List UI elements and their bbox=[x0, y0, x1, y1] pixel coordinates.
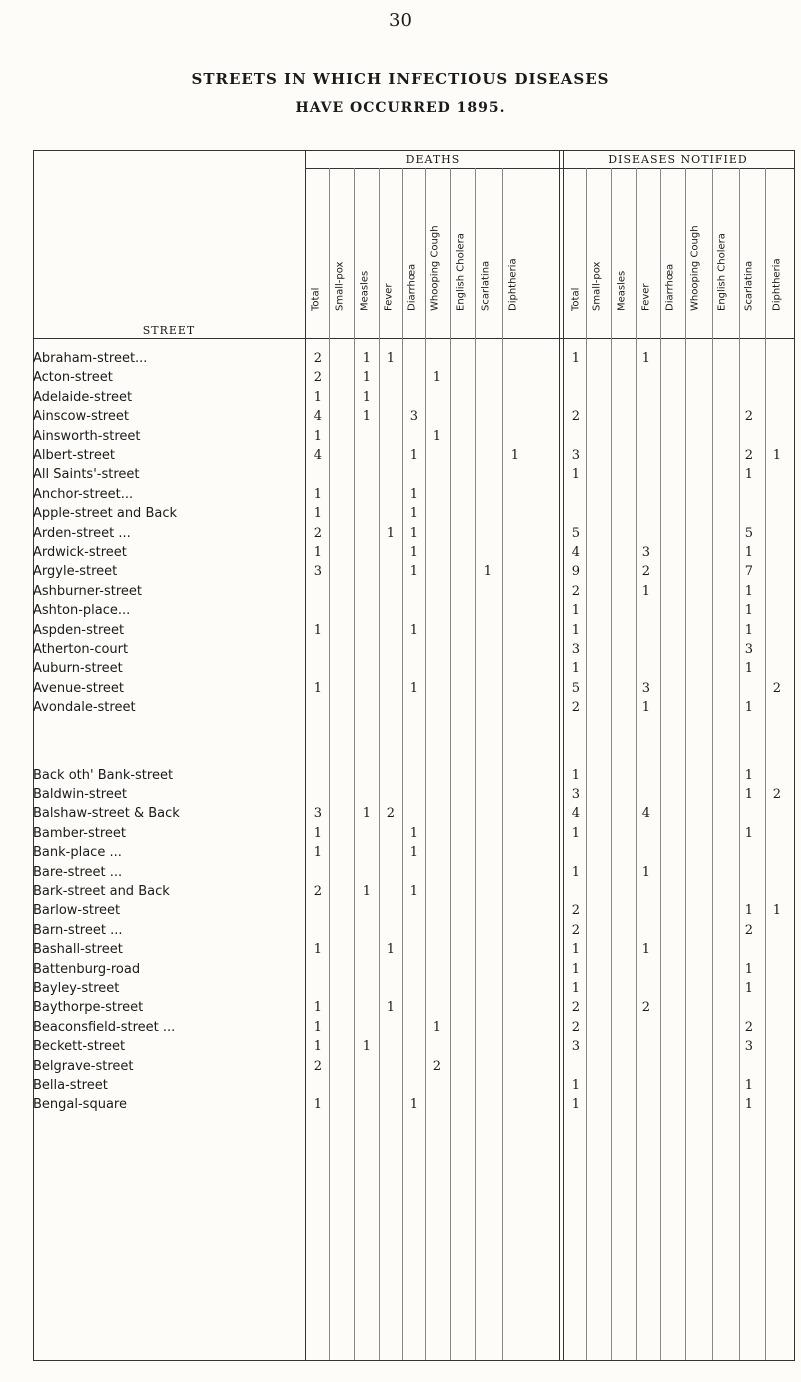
deaths-col-header-1 bbox=[332, 170, 348, 322]
table-row bbox=[33, 660, 795, 678]
table-row bbox=[33, 350, 795, 368]
deaths-cell: 1 bbox=[313, 506, 322, 522]
deaths-cell: 1 bbox=[313, 942, 322, 958]
table-row bbox=[33, 844, 795, 862]
deaths-cell: 1 bbox=[313, 389, 322, 405]
deaths-col-header-7-label: Scarlatina bbox=[480, 260, 492, 311]
deaths-cell: 1 bbox=[409, 564, 418, 580]
notified-group-header: DISEASES NOTIFIED bbox=[608, 153, 748, 166]
table-row bbox=[33, 369, 795, 387]
notified-cell: 1 bbox=[571, 1097, 580, 1113]
notified-cell: 1 bbox=[744, 1078, 753, 1093]
deaths-cell: 1 bbox=[313, 1000, 322, 1016]
notified-cell: 1 bbox=[744, 981, 753, 996]
deaths-cell: 1 bbox=[313, 680, 322, 696]
notified-cell: 1 bbox=[772, 903, 781, 919]
notified-cell: 4 bbox=[641, 806, 650, 822]
notified-cell: 1 bbox=[571, 1078, 580, 1093]
table-top-border bbox=[33, 150, 795, 151]
deaths-col-header-3 bbox=[381, 170, 397, 322]
deaths-col-header-0 bbox=[308, 170, 324, 322]
street-name: Ashburner-street bbox=[33, 583, 142, 599]
table-row bbox=[33, 825, 795, 843]
deaths-cell: 1 bbox=[510, 448, 519, 463]
deaths-cell: 1 bbox=[432, 428, 441, 444]
street-name: Bark-street and Back bbox=[33, 884, 170, 899]
notified-cell: 1 bbox=[571, 622, 580, 638]
deaths-cell: 1 bbox=[409, 448, 418, 463]
notified-cell: 4 bbox=[571, 806, 580, 822]
notified-cell: 5 bbox=[571, 525, 580, 541]
notified-col-header-4-label: Diarrhœa bbox=[664, 263, 676, 311]
deaths-col-header-4 bbox=[404, 170, 420, 322]
notified-cell: 1 bbox=[744, 545, 753, 560]
street-name: Bamber-street bbox=[33, 825, 127, 841]
column-rule-1 bbox=[354, 168, 355, 1360]
table-row bbox=[33, 680, 795, 698]
notified-cell: 5 bbox=[571, 680, 580, 696]
deaths-cell: 2 bbox=[313, 370, 322, 386]
deaths-col-header-6 bbox=[453, 170, 469, 322]
column-rule-2 bbox=[379, 168, 380, 1360]
street-name: All Saints'-street bbox=[33, 467, 140, 483]
street-divider bbox=[305, 150, 306, 1360]
page-number: 30 bbox=[389, 10, 412, 31]
notified-cell: 3 bbox=[571, 1039, 580, 1055]
street-name: Anchor-street... bbox=[33, 486, 134, 502]
street-name: Back oth' Bank-street bbox=[33, 767, 174, 783]
column-rule-12 bbox=[685, 168, 686, 1360]
deaths-cell: 1 bbox=[432, 370, 441, 386]
notified-cell: 2 bbox=[571, 409, 580, 425]
notified-col-header-6 bbox=[714, 170, 730, 322]
street-name: Beaconsfield-street ... bbox=[33, 1019, 176, 1035]
street-name: Apple-street and Back bbox=[33, 506, 178, 522]
deaths-col-header-0-label: Total bbox=[310, 287, 322, 311]
deaths-col-header-5-label: Whooping Cough bbox=[429, 225, 441, 311]
column-rule-15 bbox=[765, 168, 766, 1360]
notified-col-header-3 bbox=[638, 170, 654, 322]
table-row bbox=[33, 641, 795, 659]
table-row bbox=[33, 408, 795, 426]
notified-cell: 2 bbox=[744, 409, 753, 425]
deaths-cell: 1 bbox=[362, 370, 371, 386]
street-name: Adelaide-street bbox=[33, 389, 133, 405]
notified-col-header-2 bbox=[614, 170, 630, 322]
notified-cell: 1 bbox=[641, 351, 650, 366]
table-row bbox=[33, 428, 795, 446]
street-name: Bella-street bbox=[33, 1078, 108, 1093]
street-column-header: STREET bbox=[142, 324, 196, 337]
notified-cell: 1 bbox=[744, 1097, 753, 1113]
notified-cell: 1 bbox=[744, 825, 753, 841]
deaths-cell: 1 bbox=[313, 825, 322, 841]
notified-cell: 1 bbox=[744, 583, 753, 599]
deaths-col-header-8 bbox=[505, 170, 521, 322]
street-name: Bengal-square bbox=[33, 1097, 127, 1113]
column-rule-14 bbox=[739, 168, 740, 1360]
notified-col-header-0-label: Total bbox=[570, 287, 582, 311]
notified-cell: 2 bbox=[744, 1019, 753, 1035]
notified-cell: 4 bbox=[571, 545, 580, 560]
table-row bbox=[33, 1038, 795, 1056]
column-rule-13 bbox=[712, 168, 713, 1360]
deaths-cell: 1 bbox=[362, 884, 371, 899]
table-row bbox=[33, 447, 795, 465]
deaths-cell: 1 bbox=[313, 1039, 322, 1055]
notified-cell: 3 bbox=[641, 680, 650, 696]
notified-col-header-5-label: Whooping Cough bbox=[689, 225, 701, 311]
notified-cell: 2 bbox=[772, 787, 781, 802]
deaths-cell: 1 bbox=[313, 845, 322, 861]
table-row bbox=[33, 961, 795, 979]
notified-cell: 3 bbox=[571, 448, 580, 463]
deaths-col-header-1-label: Small-pox bbox=[334, 261, 346, 311]
notified-cell: 1 bbox=[744, 467, 753, 483]
deaths-cell: 1 bbox=[386, 942, 395, 958]
table-row bbox=[33, 999, 795, 1017]
notified-cell: 1 bbox=[744, 661, 753, 677]
deaths-cell: 3 bbox=[313, 564, 322, 580]
street-name: Ardwick-street bbox=[33, 545, 127, 560]
deaths-cell: 2 bbox=[313, 884, 322, 899]
deaths-cell: 1 bbox=[409, 545, 418, 560]
table-bottom-border bbox=[33, 1360, 795, 1361]
street-name: Abraham-street... bbox=[33, 351, 148, 366]
notified-cell: 2 bbox=[571, 903, 580, 919]
notified-cell: 1 bbox=[744, 961, 753, 977]
notified-cell: 1 bbox=[641, 864, 650, 880]
notified-cell: 1 bbox=[571, 961, 580, 977]
notified-cell: 9 bbox=[571, 564, 580, 580]
notified-cell: 1 bbox=[744, 903, 753, 919]
street-name: Battenburg-road bbox=[33, 961, 141, 977]
street-name: Belgrave-street bbox=[33, 1058, 134, 1074]
deaths-col-header-8-label: Diphtheria bbox=[507, 258, 519, 311]
street-name: Balshaw-street & Back bbox=[33, 806, 180, 822]
street-name: Bashall-street bbox=[33, 942, 123, 958]
deaths-col-header-3-label: Fever bbox=[383, 283, 395, 311]
table-row bbox=[33, 767, 795, 785]
deaths-cell: 2 bbox=[432, 1058, 441, 1074]
column-rule-4 bbox=[425, 168, 426, 1360]
notified-col-header-7 bbox=[741, 170, 757, 322]
table-row bbox=[33, 883, 795, 901]
notified-cell: 3 bbox=[744, 642, 753, 657]
deaths-cell: 1 bbox=[409, 845, 418, 861]
deaths-cell: 1 bbox=[386, 525, 395, 541]
table-left-border bbox=[33, 150, 34, 1360]
deaths-cell: 1 bbox=[362, 351, 371, 366]
deaths-cell: 2 bbox=[386, 806, 395, 822]
table-row bbox=[33, 583, 795, 601]
column-rule-5 bbox=[450, 168, 451, 1360]
notified-cell: 1 bbox=[571, 825, 580, 841]
notified-cell: 1 bbox=[571, 661, 580, 677]
notified-cell: 7 bbox=[744, 564, 753, 580]
table-row bbox=[33, 922, 795, 940]
deaths-cell: 4 bbox=[313, 409, 322, 425]
deaths-cell: 1 bbox=[362, 389, 371, 405]
notified-cell: 1 bbox=[571, 767, 580, 783]
group-divider-a bbox=[559, 150, 560, 1360]
deaths-cell: 1 bbox=[313, 622, 322, 638]
table-row bbox=[33, 1019, 795, 1037]
notified-cell: 1 bbox=[641, 700, 650, 716]
notified-cell: 2 bbox=[641, 1000, 650, 1016]
notified-cell: 2 bbox=[571, 700, 580, 716]
column-rule-8 bbox=[586, 168, 587, 1360]
notified-col-header-7-label: Scarlatina bbox=[743, 260, 755, 311]
notified-cell: 1 bbox=[571, 467, 580, 483]
notified-col-header-5 bbox=[687, 170, 703, 322]
deaths-cell: 1 bbox=[386, 351, 395, 366]
column-rule-11 bbox=[660, 168, 661, 1360]
group-divider-b bbox=[563, 150, 564, 1360]
deaths-group-header: DEATHS bbox=[405, 153, 461, 166]
title-line-1: STREETS IN WHICH INFECTIOUS DISEASES bbox=[191, 70, 610, 88]
table-row bbox=[33, 466, 795, 484]
table-row bbox=[33, 902, 795, 920]
deaths-cell: 1 bbox=[362, 1039, 371, 1055]
notified-cell: 2 bbox=[744, 922, 753, 938]
deaths-cell: 1 bbox=[409, 825, 418, 841]
table-row bbox=[33, 389, 795, 407]
notified-cell: 2 bbox=[744, 448, 753, 463]
street-name: Bank-place ... bbox=[33, 845, 122, 861]
notified-cell: 2 bbox=[641, 564, 650, 580]
notified-cell: 1 bbox=[744, 767, 753, 783]
street-name: Argyle-street bbox=[33, 564, 118, 580]
table-row bbox=[33, 980, 795, 998]
notified-cell: 3 bbox=[641, 545, 650, 560]
notified-cell: 3 bbox=[571, 642, 580, 657]
street-name: Aspden-street bbox=[33, 622, 125, 638]
column-rule-3 bbox=[402, 168, 403, 1360]
street-name: Baldwin-street bbox=[33, 787, 127, 802]
deaths-cell: 1 bbox=[386, 1000, 395, 1016]
deaths-cell: 1 bbox=[313, 428, 322, 444]
notified-col-header-8 bbox=[769, 170, 785, 322]
deaths-col-header-2-label: Measles bbox=[359, 270, 371, 311]
street-name: Bayley-street bbox=[33, 981, 120, 996]
table-row bbox=[33, 486, 795, 504]
deaths-col-header-6-label: English Cholera bbox=[455, 233, 467, 311]
notified-cell: 1 bbox=[744, 787, 753, 802]
street-name: Auburn-street bbox=[33, 661, 123, 677]
street-name: Ashton-place... bbox=[33, 603, 131, 619]
deaths-cell: 1 bbox=[483, 564, 492, 580]
notified-cell: 2 bbox=[772, 680, 781, 696]
street-name: Arden-street ... bbox=[33, 525, 131, 541]
notified-cell: 3 bbox=[571, 787, 580, 802]
notified-cell: 1 bbox=[772, 448, 781, 463]
deaths-cell: 1 bbox=[409, 506, 418, 522]
table-row bbox=[33, 941, 795, 959]
notified-col-header-1-label: Small-pox bbox=[591, 261, 603, 311]
table-row bbox=[33, 622, 795, 640]
street-name: Baythorpe-street bbox=[33, 1000, 144, 1016]
notified-cell: 2 bbox=[571, 922, 580, 938]
street-name: Barlow-street bbox=[33, 903, 121, 919]
column-rule-6 bbox=[475, 168, 476, 1360]
column-rule-0 bbox=[329, 168, 330, 1360]
deaths-cell: 1 bbox=[409, 884, 418, 899]
deaths-cell: 1 bbox=[409, 525, 418, 541]
notified-cell: 1 bbox=[571, 864, 580, 880]
street-name: Bare-street ... bbox=[33, 864, 123, 880]
street-name: Beckett-street bbox=[33, 1039, 126, 1055]
notified-cell: 5 bbox=[744, 525, 753, 541]
deaths-cell: 1 bbox=[409, 486, 418, 502]
deaths-cell: 1 bbox=[313, 486, 322, 502]
deaths-cell: 1 bbox=[313, 1019, 322, 1035]
notified-cell: 3 bbox=[744, 1039, 753, 1055]
table-row bbox=[33, 864, 795, 882]
deaths-cell: 1 bbox=[362, 806, 371, 822]
column-rule-9 bbox=[611, 168, 612, 1360]
street-name: Albert-street bbox=[33, 448, 115, 463]
deaths-cell: 2 bbox=[313, 351, 322, 366]
notified-cell: 1 bbox=[571, 351, 580, 366]
notified-cell: 1 bbox=[641, 942, 650, 958]
street-name: Acton-street bbox=[33, 370, 113, 386]
notified-col-header-4 bbox=[662, 170, 678, 322]
deaths-col-header-4-label: Diarrhœa bbox=[406, 263, 418, 311]
deaths-cell: 4 bbox=[313, 448, 322, 463]
notified-col-header-3-label: Fever bbox=[640, 283, 652, 311]
notified-cell: 2 bbox=[571, 583, 580, 599]
column-rule-7 bbox=[502, 168, 503, 1360]
notified-col-header-6-label: English Cholera bbox=[716, 233, 728, 311]
notified-col-header-0 bbox=[568, 170, 584, 322]
notified-col-header-1 bbox=[589, 170, 605, 322]
table-row bbox=[33, 505, 795, 523]
table-row bbox=[33, 563, 795, 581]
street-name: Ainscow-street bbox=[33, 409, 129, 425]
table-right-border bbox=[794, 150, 795, 1360]
notified-cell: 2 bbox=[571, 1000, 580, 1016]
notified-col-header-8-label: Diphtheria bbox=[771, 258, 783, 311]
table-row bbox=[33, 1096, 795, 1114]
notified-col-header-2-label: Measles bbox=[616, 270, 628, 311]
deaths-cell: 1 bbox=[362, 409, 371, 425]
table-row bbox=[33, 786, 795, 804]
deaths-cell: 2 bbox=[313, 1058, 322, 1074]
notified-cell: 1 bbox=[744, 700, 753, 716]
street-name: Avondale-street bbox=[33, 700, 136, 716]
deaths-cell: 1 bbox=[432, 1019, 441, 1035]
street-name: Barn-street ... bbox=[33, 922, 123, 938]
deaths-cell: 1 bbox=[409, 1097, 418, 1113]
deaths-cell: 2 bbox=[313, 525, 322, 541]
deaths-col-header-5 bbox=[427, 170, 443, 322]
notified-cell: 1 bbox=[744, 622, 753, 638]
street-name: Ainsworth-street bbox=[33, 428, 141, 444]
table-row bbox=[33, 1058, 795, 1076]
table-row bbox=[33, 805, 795, 823]
notified-cell: 2 bbox=[571, 1019, 580, 1035]
deaths-cell: 1 bbox=[409, 622, 418, 638]
notified-cell: 1 bbox=[571, 603, 580, 619]
table-row bbox=[33, 1077, 795, 1095]
deaths-cell: 3 bbox=[313, 806, 322, 822]
deaths-cell: 3 bbox=[409, 409, 418, 425]
table-row bbox=[33, 699, 795, 717]
notified-cell: 1 bbox=[571, 942, 580, 958]
street-name: Atherton-court bbox=[33, 642, 129, 657]
title-line-2: HAVE OCCURRED 1895. bbox=[295, 100, 506, 116]
table-row bbox=[33, 544, 795, 562]
street-name: Avenue-street bbox=[33, 680, 125, 696]
deaths-col-header-2 bbox=[357, 170, 373, 322]
deaths-cell: 1 bbox=[409, 680, 418, 696]
notified-cell: 1 bbox=[571, 981, 580, 996]
deaths-cell: 1 bbox=[313, 545, 322, 560]
deaths-col-header-7 bbox=[478, 170, 494, 322]
diseases-table bbox=[33, 150, 795, 1370]
column-rule-10 bbox=[636, 168, 637, 1360]
notified-cell: 1 bbox=[744, 603, 753, 619]
header-bottom-rule bbox=[33, 338, 795, 339]
notified-cell: 1 bbox=[641, 583, 650, 599]
deaths-cell: 1 bbox=[313, 1097, 322, 1113]
table-row bbox=[33, 602, 795, 620]
table-row bbox=[33, 525, 795, 543]
